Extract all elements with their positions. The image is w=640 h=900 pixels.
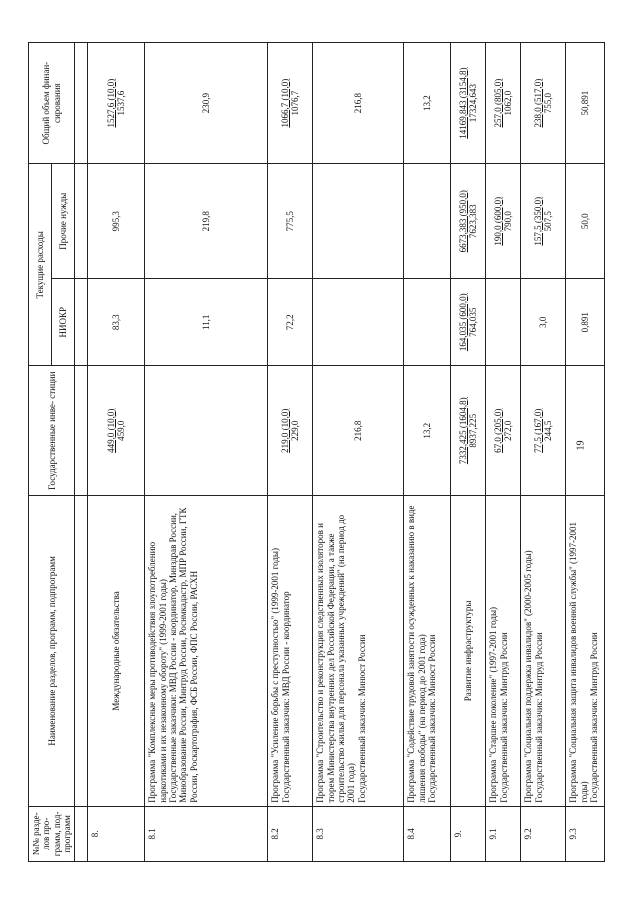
value: 157,5 (350,0): [532, 196, 543, 246]
value: 229,0: [290, 420, 301, 441]
row-number: 8.2: [268, 806, 313, 861]
value: 3,0: [537, 316, 548, 328]
row-customer: Государственный заказчик: Минюст России: [356, 634, 367, 803]
cell-inv: [486, 366, 521, 496]
row-number: 9.3: [566, 806, 605, 861]
header-num: №№ разде- лов про- грамм, под- программ: [29, 806, 75, 861]
table-row: [486, 43, 521, 862]
value: 17324,643: [468, 84, 479, 123]
cell-other: [521, 164, 566, 279]
header-investments: Государственные инве- стиции: [29, 366, 75, 496]
table-row: [268, 43, 313, 862]
value: 216,8: [352, 93, 363, 114]
value: 459,0: [116, 420, 127, 441]
row-title: Программа "Строительство и реконструкция следственных изоляторов и тюрем Министерства внутренних дел Российской Федерации, а также строительство жилья для персонала указанных учреждений" (на период до 2001 года): [315, 514, 357, 803]
table-row: [451, 43, 486, 862]
row-title: Международные обязательства: [111, 591, 122, 711]
value: 13,2: [421, 95, 432, 112]
cell-total: [145, 43, 268, 164]
value: 8937,225: [468, 413, 479, 448]
cell-niokr: [313, 279, 404, 366]
row-title-cell: [88, 496, 145, 807]
value: 164,035 (600,0): [457, 293, 468, 352]
rotated-page: [28, 42, 600, 862]
value: 995,3: [110, 211, 121, 232]
table-row: [88, 43, 145, 862]
value: 790,0: [503, 211, 514, 232]
cell-niokr: [88, 279, 145, 366]
value: 14169,843 (3154,8): [457, 67, 468, 139]
value: 1537,6: [116, 90, 127, 116]
row-title-cell: [566, 496, 605, 807]
cell-other: [313, 164, 404, 279]
cell-other: [451, 164, 486, 279]
value: 83,3: [110, 314, 121, 331]
value: 7623,383: [468, 204, 479, 239]
cell-other: [486, 164, 521, 279]
row-title-cell: [451, 496, 486, 807]
cell-other: [404, 164, 451, 279]
value: 764,035: [468, 307, 479, 337]
row-title: Развитие инфраструктуры: [463, 600, 474, 702]
cell-total: [268, 43, 313, 164]
value: 13,2: [421, 422, 432, 439]
row-title-cell: [268, 496, 313, 807]
header-other: Прочие нужды: [52, 164, 75, 279]
cell-total: [88, 43, 145, 164]
row-customer: Государственный заказчик: Минтруд России: [533, 632, 544, 803]
row-number: 8.1: [145, 806, 268, 861]
cell-total: [451, 43, 486, 164]
row-number: 9.1: [486, 806, 521, 861]
value: 216,8: [352, 420, 363, 441]
table-body: [88, 43, 605, 862]
header-current: Текущие расходы: [29, 164, 52, 366]
cell-total: [404, 43, 451, 164]
value: 449,0 (10,0): [105, 408, 116, 453]
row-customer: Государственный заказчик: Минюст России: [427, 634, 438, 803]
value: 67,0 (205,0): [492, 408, 503, 453]
value: 1527,6 (10,0): [105, 78, 116, 128]
value: 50,891: [579, 90, 590, 116]
cell-other: [268, 164, 313, 279]
row-number: 9.: [451, 806, 486, 861]
cell-inv: [521, 366, 566, 496]
cell-niokr: [566, 279, 605, 366]
cell-inv: [404, 366, 451, 496]
cell-niokr: [404, 279, 451, 366]
cell-other: [88, 164, 145, 279]
header-niokr: НИОКР: [52, 279, 75, 366]
cell-niokr: [486, 279, 521, 366]
cell-inv: [88, 366, 145, 496]
row-customer: Государственный заказчик: Минтруд России: [589, 632, 600, 803]
value: 77,5 (167,0): [532, 408, 543, 453]
cell-niokr: [521, 279, 566, 366]
value: 244,5: [543, 420, 554, 441]
cell-total: [313, 43, 404, 164]
cell-niokr: [451, 279, 486, 366]
value: 219,8: [200, 211, 211, 232]
value: 775,5: [284, 211, 295, 232]
row-number: 8.3: [313, 806, 404, 861]
header-spacer: [75, 43, 88, 862]
row-number: 8.: [88, 806, 145, 861]
value: 755,0: [543, 93, 554, 114]
cell-inv: [451, 366, 486, 496]
cell-niokr: [145, 279, 268, 366]
value: 0,891: [579, 312, 590, 333]
value: 230,9: [200, 93, 211, 114]
value: 6673,383 (950,0): [457, 190, 468, 253]
value: 1076,7: [290, 90, 301, 116]
row-title-cell: [145, 496, 268, 807]
table-row: [521, 43, 566, 862]
value: 257,0 (805,0): [492, 78, 503, 128]
cell-niokr: [268, 279, 313, 366]
row-customer: Государственный заказчик: МВД России - координатор: [280, 591, 291, 803]
row-title: Программа "Комплексные меры противодействия злоупотреблению наркотиками и их незаконному обороту" (1999-2001 годы): [147, 541, 168, 803]
cell-total: [521, 43, 566, 164]
cell-total: [486, 43, 521, 164]
cell-inv: [145, 366, 268, 496]
row-title: Программа "Содействие трудовой занятости осужденных к наказанию в виде лишения свободы" (на период до 2001 года): [406, 505, 427, 803]
cell-other: [145, 164, 268, 279]
page-number: 19: [575, 440, 587, 451]
row-number: 9.2: [521, 806, 566, 861]
header-total: Общий объем финан- сирования: [29, 43, 75, 164]
value: 507,5: [543, 211, 554, 232]
row-number: 8.4: [404, 806, 451, 861]
value: 50,0: [579, 213, 590, 230]
row-title-cell: [404, 496, 451, 807]
row-customer: Государственный заказчик: Минтруд России: [498, 632, 509, 803]
value: 190,0 (600,0): [492, 196, 503, 246]
table-row: [404, 43, 451, 862]
value: 1062,0: [503, 90, 514, 116]
table-row: [145, 43, 268, 862]
value: 7332,425 (1604,8): [457, 397, 468, 465]
value: 1066,7 (10,0): [279, 78, 290, 128]
cell-other: [566, 164, 605, 279]
value: 219,0 (10,0): [279, 408, 290, 453]
row-title: Программа "Старшее поколение" (1997-2001 годы): [488, 606, 499, 803]
row-customer: Государственные заказчики: МВД России - координатор, Минздрав России, Минобразование России, Минтруд России, Роснмкадастр, МПР России, ГТК России, Роскартография, ФСБ России, ФПС России, РАСХН: [168, 507, 199, 803]
value: 272,0: [503, 420, 514, 441]
value: 238,0 (517,0): [532, 78, 543, 128]
cell-inv: [566, 366, 605, 496]
value: 72,2: [284, 314, 295, 331]
row-title-cell: [313, 496, 404, 807]
cell-inv: [313, 366, 404, 496]
table-row: [313, 43, 404, 862]
cell-inv: [268, 366, 313, 496]
row-title: Программа "Усиление борьбы с преступностью" (1999-2001 годы): [270, 548, 281, 803]
budget-table: [28, 42, 605, 862]
table-row: [566, 43, 605, 862]
row-title-cell: [486, 496, 521, 807]
row-title-cell: [521, 496, 566, 807]
row-title: Программа "Социальная защита инвалидов военной службы" (1997-2001 годы): [568, 521, 589, 803]
row-title: Программа "Социальная поддержка инвалидов" (2000-2005 годы): [523, 550, 534, 803]
value: 11,1: [200, 314, 211, 330]
header-name: Наименование разделов, программ, подпрограмм: [29, 496, 75, 807]
cell-total: [566, 43, 605, 164]
